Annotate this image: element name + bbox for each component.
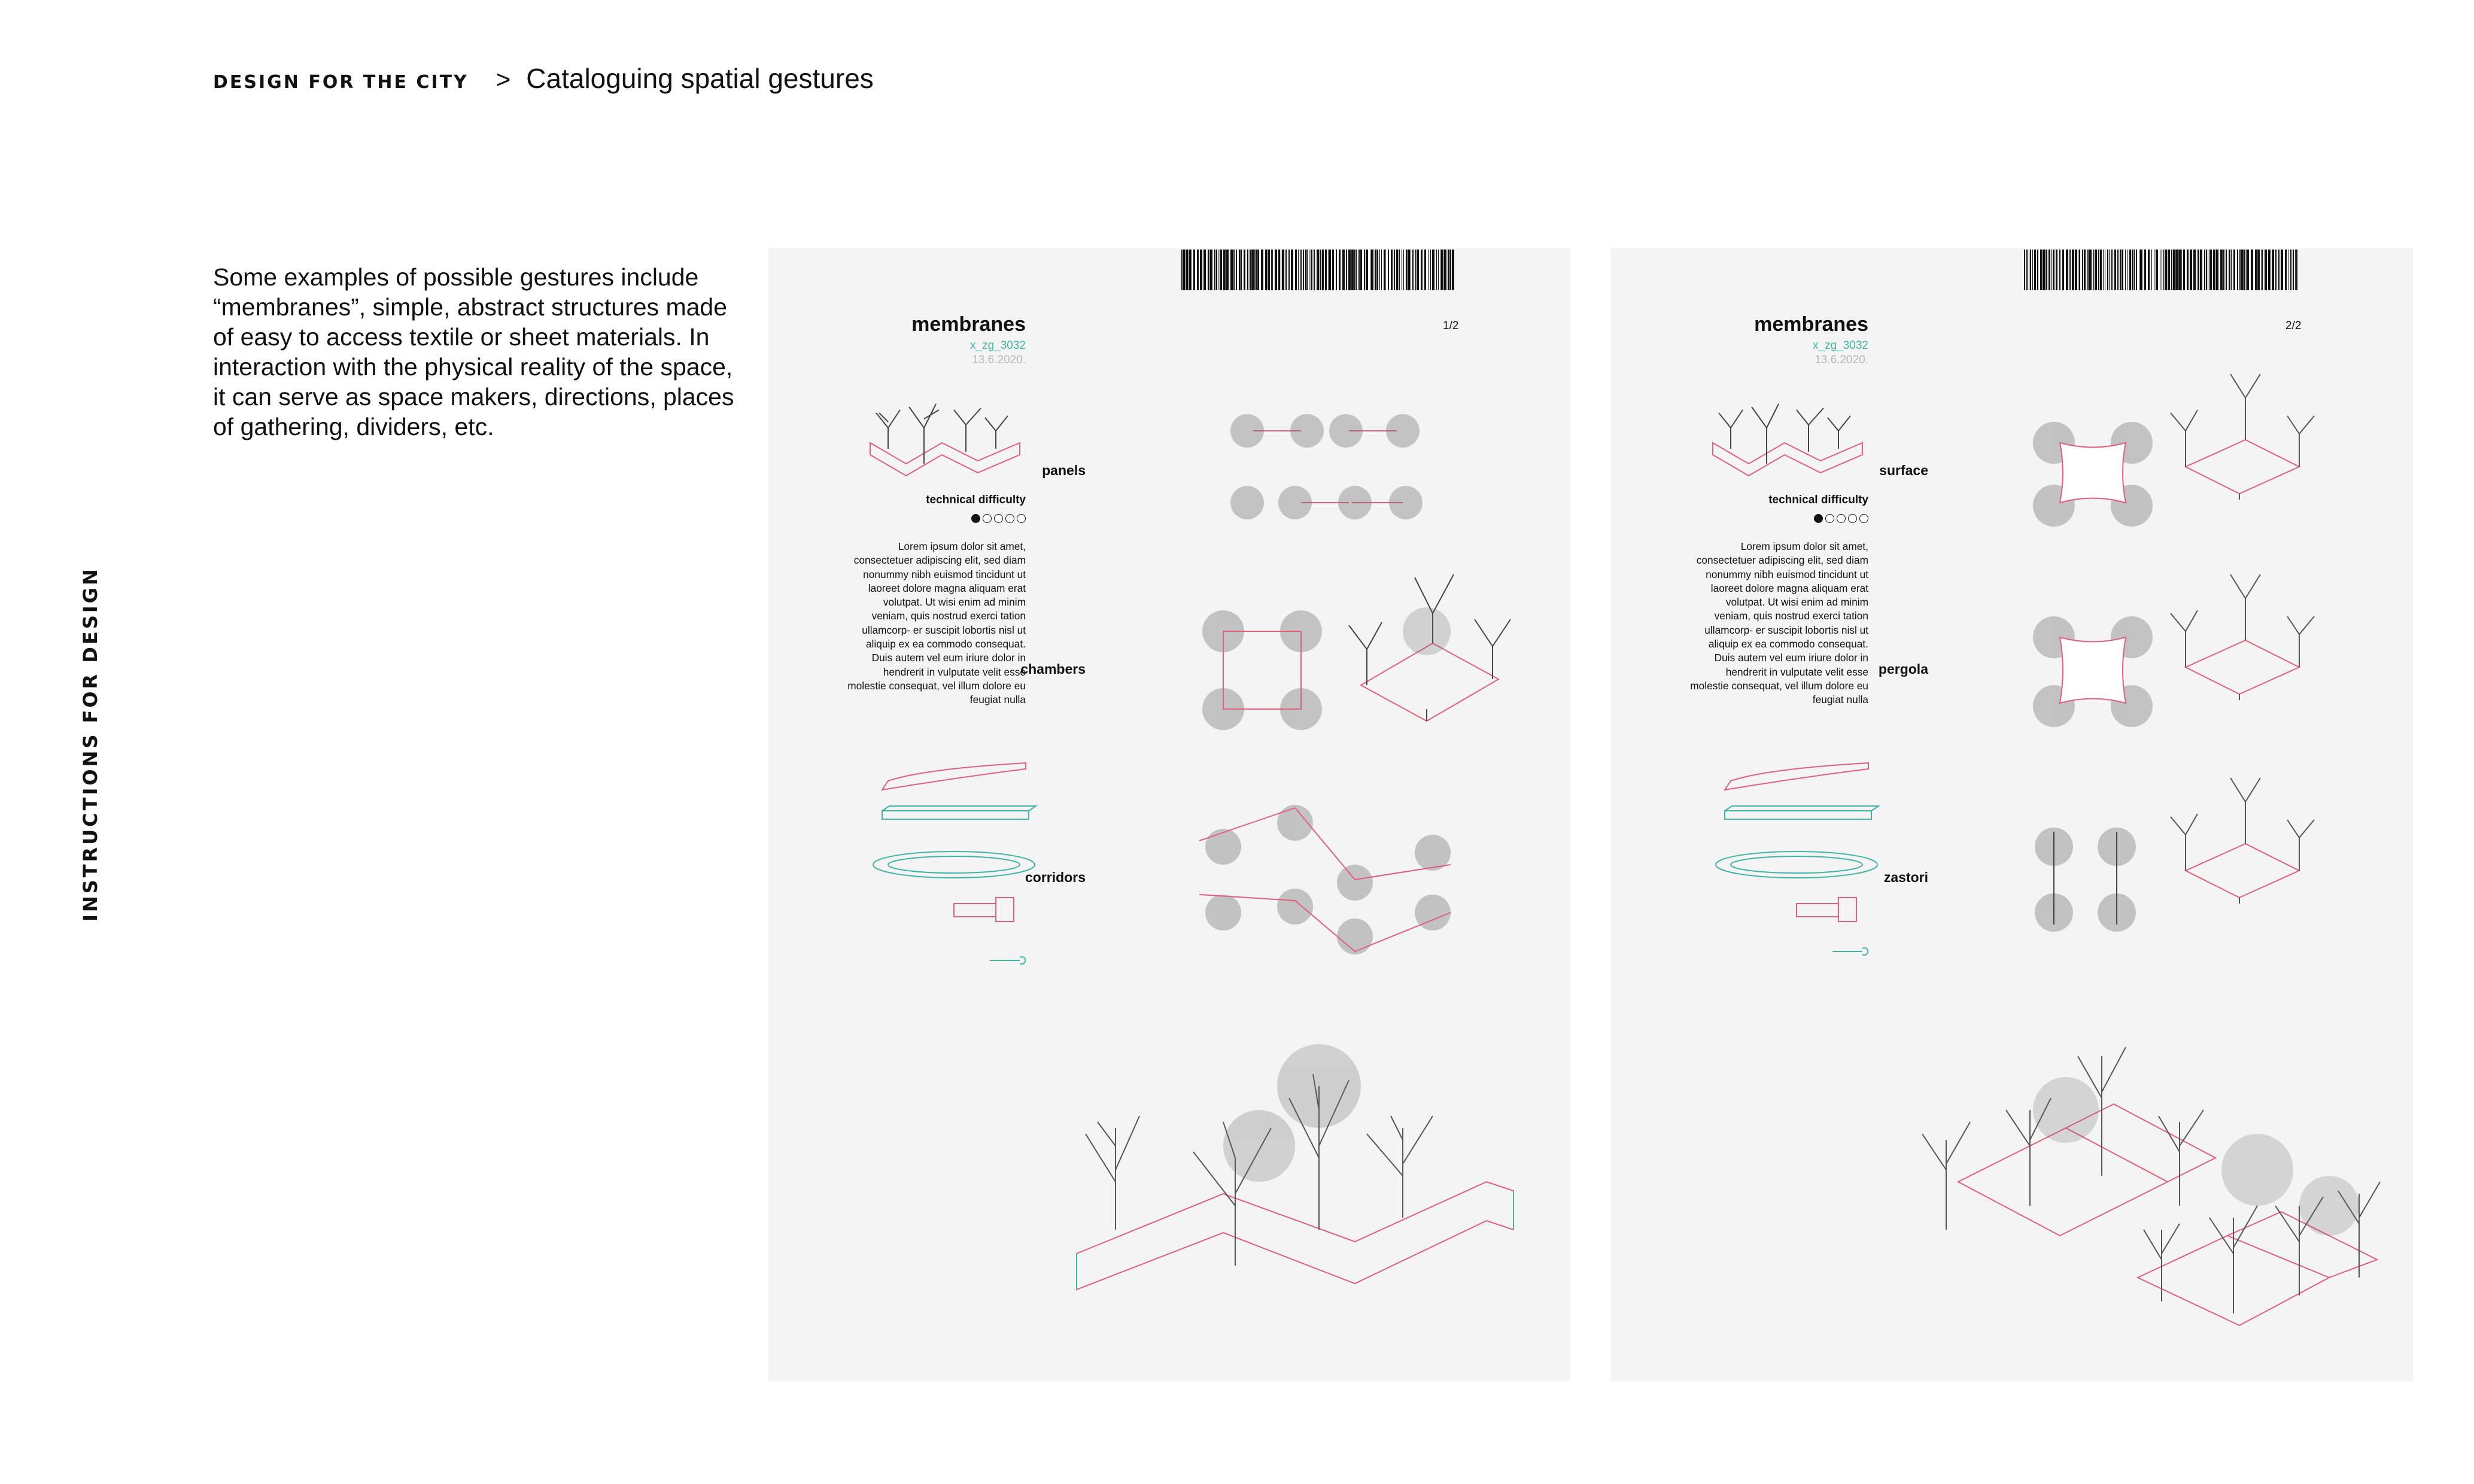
- sheet-date: 13.6.2020.: [1815, 354, 1868, 366]
- difficulty-rating: [1814, 514, 1868, 523]
- page-title: Cataloguing spatial gestures: [526, 63, 874, 94]
- rating-dot-5: [1017, 514, 1026, 523]
- page-number: 2/2: [2285, 320, 2302, 332]
- rating-dot-5: [1859, 514, 1868, 523]
- row-label-zastori: zastori: [1883, 869, 1928, 885]
- difficulty-label: technical difficulty: [1768, 494, 1868, 506]
- difficulty-rating: [971, 514, 1026, 523]
- rating-dot-2: [983, 514, 992, 523]
- sheet-title: membranes: [911, 313, 1026, 336]
- rating-dot-1: [1814, 514, 1823, 523]
- row-label-corridors: corridors: [1025, 869, 1086, 885]
- sheet-code: x_zg_3032: [970, 339, 1026, 352]
- rating-dot-4: [1005, 514, 1014, 523]
- barcode-icon: [1181, 250, 1457, 290]
- barcode-icon: [2024, 250, 2299, 290]
- section-label: DESIGN FOR THE CITY: [213, 72, 469, 93]
- rating-dot-3: [1837, 514, 1846, 523]
- sheet-code: x_zg_3032: [1813, 339, 1868, 352]
- sheet-date: 13.6.2020.: [972, 354, 1026, 366]
- sheet-description: Lorem ipsum dolor sit amet, consectetuer adipiscing elit, sed diam nonummy nibh euismod tincidunt ut laoreet dolore magna aliquam erat volutpat. Ut wisi enim ad minim veniam, quis nostrud exerci tation ullamcorp- er suscipit lobortis nisl ut aliquip ex ea commodo consequat. Duis autem vel eum iriure dolor in hendrerit in vulputate velit esse molestie consequat, vel illum dolore eu feugiat nulla: [847, 540, 1026, 706]
- row-label-panels: panels: [1042, 463, 1086, 478]
- row-label-chambers: chambers: [1020, 661, 1086, 677]
- rating-dot-1: [971, 514, 980, 523]
- breadcrumb: [213, 62, 874, 95]
- side-section-label: INSTRUCTIONS FOR DESIGN: [79, 567, 102, 922]
- row-label-surface: surface: [1879, 463, 1928, 478]
- catalogue-sheet-1: [768, 248, 1570, 1381]
- sheet-description: Lorem ipsum dolor sit amet, consectetuer adipiscing elit, sed diam nonummy nibh euismod tincidunt ut laoreet dolore magna aliquam erat volutpat. Ut wisi enim ad minim veniam, quis nostrud exerci tation ullamcorp- er suscipit lobortis nisl ut aliquip ex ea commodo consequat. Duis autem vel eum iriure dolor in hendrerit in vulputate velit esse molestie consequat, vel illum dolore eu feugiat nulla: [1690, 540, 1868, 706]
- sheet-title: membranes: [1754, 313, 1868, 336]
- rating-dot-2: [1825, 514, 1834, 523]
- rating-dot-4: [1848, 514, 1857, 523]
- difficulty-label: technical difficulty: [926, 494, 1026, 506]
- catalogue-sheet-2: [1611, 248, 2413, 1381]
- sheet-illustrations: [768, 248, 1570, 1381]
- page-number: 1/2: [1443, 320, 1459, 332]
- intro-paragraph: Some examples of possible gestures include “membranes”, simple, abstract structures made of easy to access textile or sheet materials. In interaction with the physical reality of the space, it can serve as space makers, directions, places of gathering, dividers, etc.: [213, 263, 734, 440]
- sheet-illustrations: [1611, 248, 2413, 1381]
- breadcrumb-separator: >: [496, 65, 511, 93]
- row-label-pergola: pergola: [1878, 661, 1928, 677]
- rating-dot-3: [994, 514, 1003, 523]
